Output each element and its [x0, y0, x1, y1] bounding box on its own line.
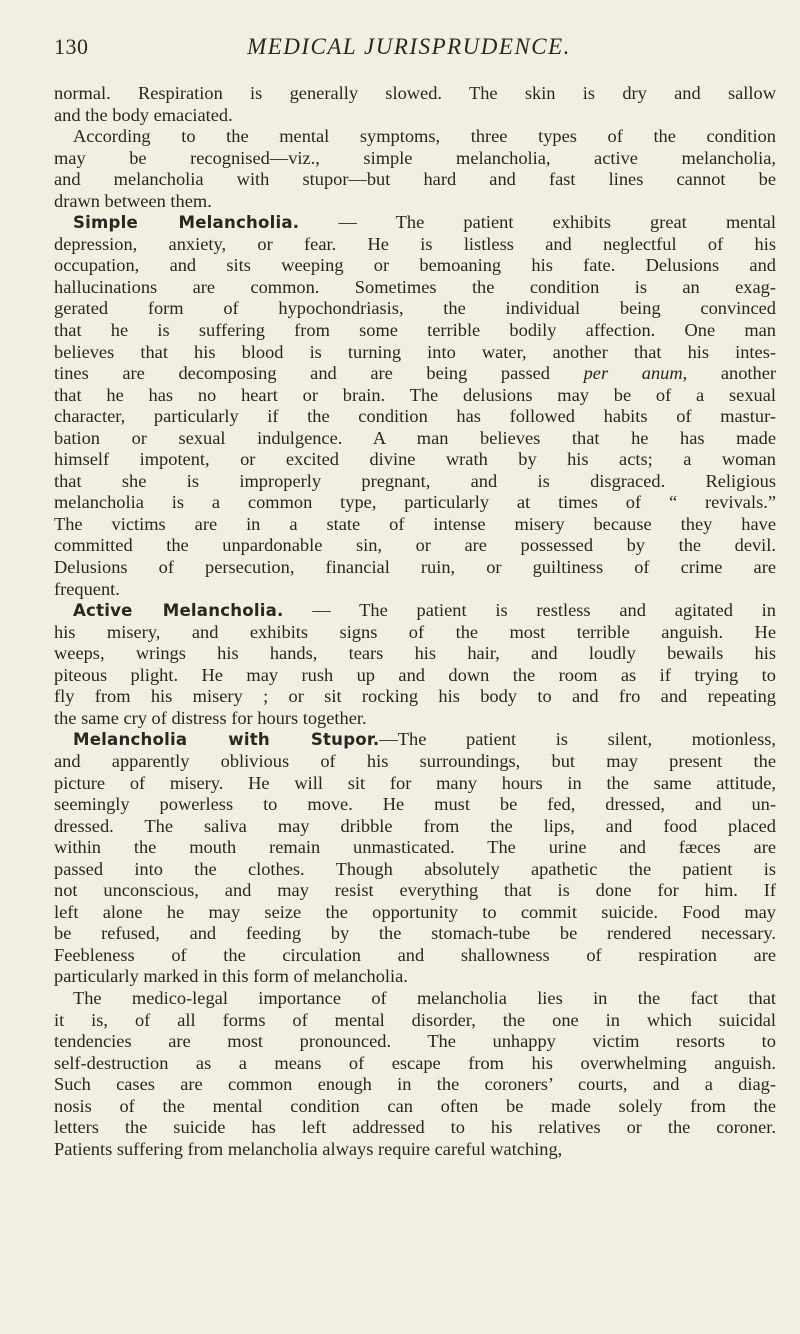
body-text [54, 83, 776, 1160]
text-segment: passed into the clothes. Though absolutely apathetic the patient is [54, 858, 776, 879]
text-line [54, 988, 776, 1010]
text-line [54, 105, 776, 127]
text-segment: gerated form of hypochondriasis, the individual being convinced [54, 298, 776, 319]
text-segment: not unconscious, and may resist everything that is done for him. If [54, 880, 776, 901]
text-segment: particularly marked in this form of melancholia. [54, 966, 408, 987]
text-segment: nosis of the mental condition can often be made solely from the [54, 1095, 776, 1116]
text-line [54, 406, 776, 428]
text-segment: piteous plight. He may rush up and down the room as if trying to [54, 664, 776, 685]
text-line [54, 471, 776, 493]
text-line [54, 902, 776, 924]
text-segment: within the mouth remain unmasticated. The urine and fæces are [54, 837, 776, 858]
text-line [54, 708, 776, 730]
text-segment: committed the unpardonable sin, or are possessed by the devil. [54, 535, 776, 556]
text-segment: that he is suffering from some terrible bodily affection. One man [54, 320, 776, 341]
text-line [54, 859, 776, 881]
text-segment: bation or sexual indulgence. A man believes that he has made [54, 427, 776, 448]
text-line [54, 1139, 776, 1161]
text-line [54, 212, 776, 234]
text-line [54, 751, 776, 773]
text-line [54, 535, 776, 557]
text-line [54, 298, 776, 320]
text-segment: weeps, wrings his hands, tears his hair, and loudly bewails his [54, 643, 776, 664]
section-heading: Active Melancholia. [73, 601, 284, 621]
text-line [54, 277, 776, 299]
text-segment: — The patient exhibits great mental [299, 212, 776, 233]
text-line [54, 945, 776, 967]
text-line [54, 255, 776, 277]
text-line [54, 622, 776, 644]
text-segment: frequent. [54, 578, 120, 599]
text-segment: it is, of all forms of mental disorder, the one in which suicidal [54, 1009, 776, 1030]
text-segment: The medico-legal importance of melancholia lies in the fact that [73, 987, 776, 1008]
text-segment: character, particularly if the condition has followed habits of mastur- [54, 406, 776, 427]
text-segment: — The patient is restless and agitated in [283, 600, 776, 621]
text-segment: Patients suffering from melancholia always require careful watching, [54, 1138, 563, 1159]
text-line [54, 837, 776, 859]
text-segment: the same cry of distress for hours together. [54, 707, 367, 728]
text-line [54, 363, 776, 385]
text-line [54, 643, 776, 665]
running-head: MEDICAL JURISPRUDENCE. [247, 34, 571, 59]
text-line [54, 923, 776, 945]
text-line [54, 729, 776, 751]
text-line [54, 385, 776, 407]
text-line [54, 600, 776, 622]
text-line [54, 1053, 776, 1075]
text-line [54, 428, 776, 450]
text-line [54, 966, 776, 988]
text-line [54, 83, 776, 105]
text-segment: Such cases are common enough in the coroners’ courts, and a diag- [54, 1074, 776, 1095]
page-header [54, 34, 764, 64]
text-line [54, 191, 776, 213]
text-segment: his misery, and exhibits signs of the most terrible anguish. He [54, 621, 776, 642]
text-segment: and apparently oblivious of his surroundings, but may present the [54, 750, 776, 771]
text-line [54, 320, 776, 342]
text-line [54, 492, 776, 514]
text-segment: that she is improperly pregnant, and is disgraced. Religious [54, 470, 776, 491]
text-segment: Feebleness of the circulation and shallowness of respiration are [54, 944, 776, 965]
text-segment: According to the mental symptoms, three types of the condition [73, 126, 776, 147]
text-segment: believes that his blood is turning into water, another that his intes- [54, 341, 776, 362]
text-line [54, 880, 776, 902]
section-heading: Melancholia with Stupor. [73, 730, 380, 750]
text-line [54, 1074, 776, 1096]
text-line [54, 686, 776, 708]
text-line [54, 1031, 776, 1053]
text-segment: melancholia is a common type, particularly at times of “ revivals.” [54, 492, 776, 513]
text-line [54, 557, 776, 579]
text-segment: letters the suicide has left addressed to his relatives or the coroner. [54, 1117, 776, 1138]
page-number: 130 [54, 34, 89, 59]
text-segment: seemingly powerless to move. He must be fed, dressed, and un- [54, 794, 776, 815]
text-segment: occupation, and sits weeping or bemoaning his fate. Delusions and [54, 255, 776, 276]
text-segment: The victims are in a state of intense misery because they have [54, 513, 776, 534]
text-segment: picture of misery. He will sit for many hours in the same attitude, [54, 772, 776, 793]
section-heading: Simple Melancholia. [73, 213, 300, 233]
text-line [54, 1117, 776, 1139]
text-segment: and the body emaciated. [54, 104, 233, 125]
text-segment: and melancholia with stupor—but hard and fast lines cannot be [54, 169, 776, 190]
text-segment: hallucinations are common. Sometimes the condition is an exag- [54, 276, 776, 297]
text-segment: normal. Respiration is generally slowed. The skin is dry and sallow [54, 83, 776, 103]
text-segment: tendencies are most pronounced. The unhappy victim resorts to [54, 1031, 776, 1052]
italic-phrase: per anum [583, 363, 683, 384]
text-line [54, 794, 776, 816]
text-segment: drawn between them. [54, 190, 212, 211]
text-segment: tines are decomposing and are being passed [54, 363, 584, 384]
text-segment: left alone he may seize the opportunity to commit suicide. Food may [54, 901, 776, 922]
text-segment: Delusions of persecution, financial ruin, or guiltiness of crime are [54, 557, 776, 578]
text-line [54, 169, 776, 191]
text-segment: depression, anxiety, or fear. He is listless and neglectful of his [54, 233, 776, 254]
text-segment: himself impotent, or excited divine wrath by his acts; a woman [54, 449, 776, 470]
text-line [54, 1096, 776, 1118]
text-segment: , another [682, 363, 777, 384]
text-segment: that he has no heart or brain. The delusions may be of a sexual [54, 384, 776, 405]
text-line [54, 773, 776, 795]
text-line [54, 579, 776, 601]
text-line [54, 148, 776, 170]
text-line [54, 1010, 776, 1032]
text-line [54, 449, 776, 471]
text-segment: dressed. The saliva may dribble from the lips, and food placed [54, 815, 776, 836]
text-segment: self-destruction as a means of escape from his overwhelming anguish. [54, 1052, 776, 1073]
text-segment: fly from his misery ; or sit rocking his body to and fro and repeating [54, 686, 776, 707]
text-line [54, 816, 776, 838]
text-line [54, 342, 776, 364]
text-segment: be refused, and feeding by the stomach-tube be rendered necessary. [54, 923, 776, 944]
text-line [54, 234, 776, 256]
text-line [54, 514, 776, 536]
text-segment: may be recognised—viz., simple melancholia, active melancholia, [54, 147, 776, 168]
text-line [54, 665, 776, 687]
text-line [54, 126, 776, 148]
text-segment: —The patient is silent, motionless, [379, 729, 776, 750]
